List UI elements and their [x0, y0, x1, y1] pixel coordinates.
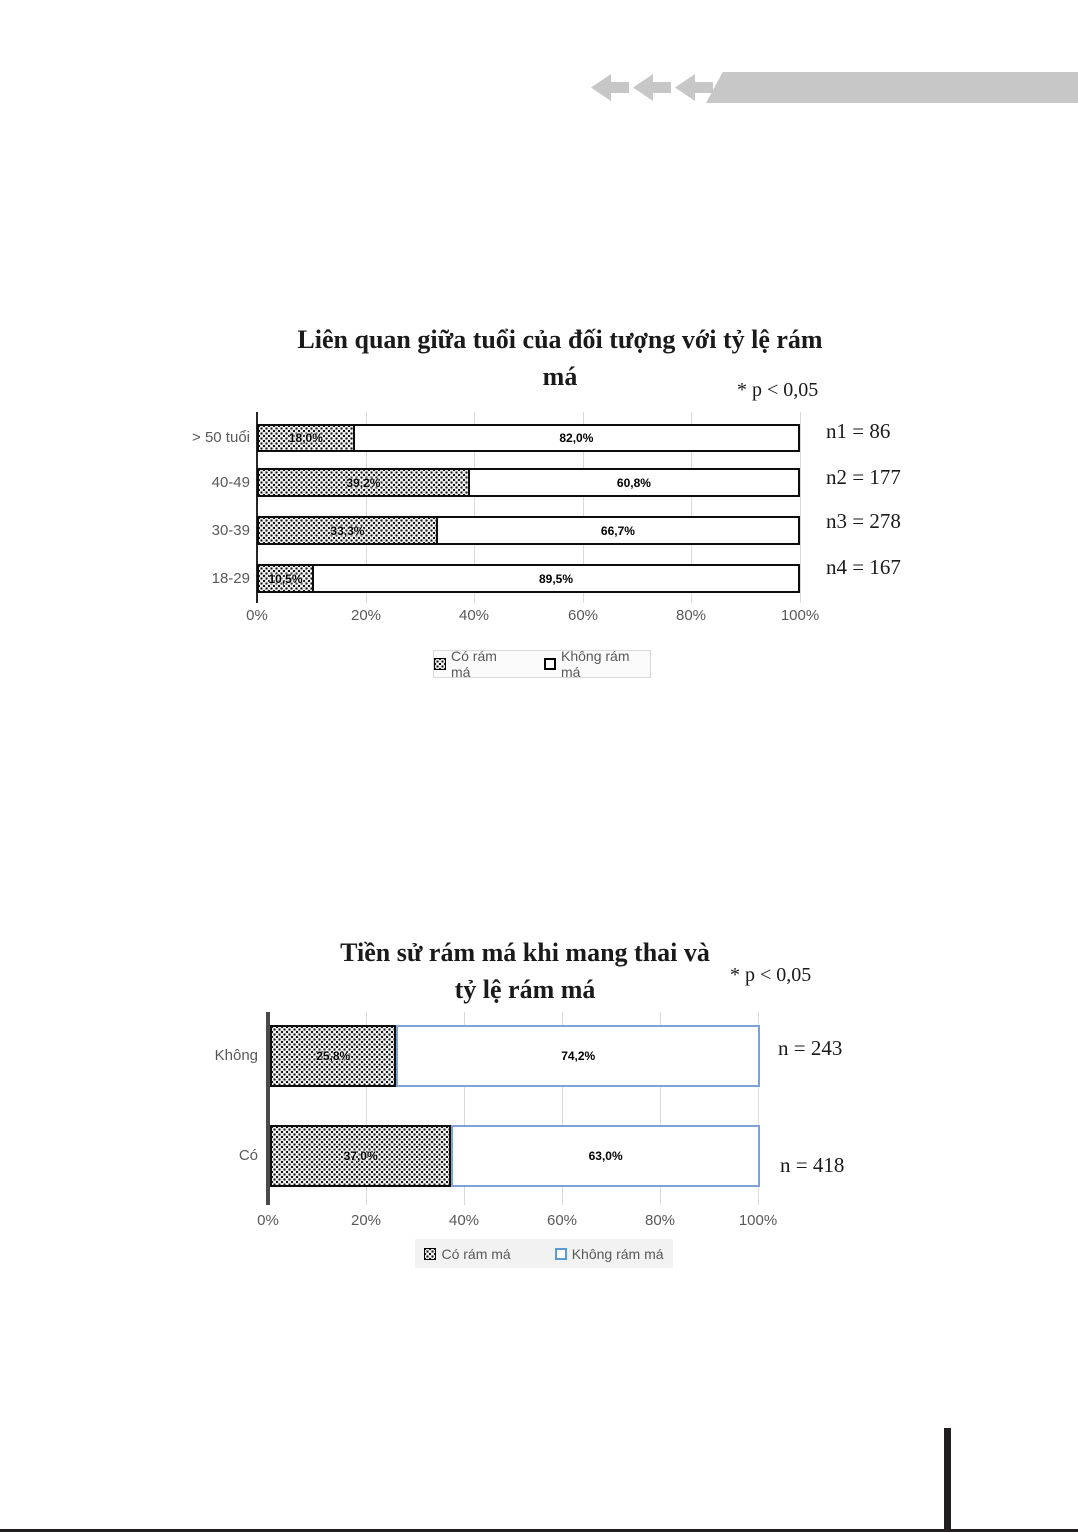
chart2-bar-khong-no — [396, 1025, 760, 1087]
pattern-swatch-icon — [424, 1248, 436, 1260]
data-label: 89,5% — [538, 571, 574, 586]
chart1-sample-size: n1 = 86 — [826, 419, 891, 443]
chart2-legend-item-yes — [424, 1246, 510, 1262]
data-label: 37,0% — [343, 1149, 378, 1163]
data-label: 66,7% — [600, 523, 635, 538]
chart1-bar-18-29-yes — [257, 564, 314, 593]
chart1-category-label: 18-29 — [211, 570, 250, 587]
data-label: 60,8% — [616, 475, 651, 490]
chart2-title: Tiền sử rám má khi mang thai và tỷ lệ rám má — [340, 938, 710, 1004]
chart1-sample-size: n3 = 278 — [826, 509, 901, 533]
legend-label: Không rám má — [571, 1245, 664, 1262]
chart2-category-label: Không — [214, 1047, 258, 1064]
blue-swatch-icon — [555, 1248, 567, 1260]
chart1-x-tick: 0% — [246, 607, 268, 624]
chart1-bar-row-30-39 — [257, 516, 800, 545]
chart1-sample-size: n2 = 177 — [826, 465, 901, 489]
chart1-bar-18-29-no — [314, 564, 800, 593]
chart2-legend — [415, 1239, 673, 1268]
chart2-x-tick: 80% — [644, 1212, 676, 1229]
chart1-category-label: > 50 tuổi — [192, 429, 250, 446]
chart1-category-label: 30-39 — [211, 522, 250, 539]
chart1-bar-30-39-no — [438, 516, 800, 545]
data-label: 74,2% — [561, 1049, 596, 1063]
chart1-legend — [433, 650, 651, 678]
data-label: 18,0% — [288, 431, 323, 445]
chart1-sample-size: n4 = 167 — [826, 555, 901, 579]
legend-label: Có rám má — [441, 1245, 511, 1262]
chart2-bar-co-yes — [270, 1125, 451, 1187]
legend-label: Không rám má — [561, 648, 630, 680]
left-arrow-icon — [591, 72, 629, 103]
left-arrow-icon — [633, 72, 671, 103]
data-label: 63,0% — [588, 1149, 623, 1163]
header-ribbon — [706, 72, 1078, 103]
chart1-bar-row-18-29 — [257, 564, 800, 593]
header-decoration — [591, 72, 713, 103]
chart1-legend-item-yes — [434, 648, 518, 680]
chart2-sample-size: n = 418 — [780, 1153, 845, 1177]
data-label: 10,5% — [268, 571, 303, 586]
chart1-gridline-100 — [800, 412, 801, 603]
chart1-bar-row-40-49 — [257, 468, 800, 497]
left-arrow-icon — [675, 72, 713, 103]
data-label: 25,8% — [316, 1049, 351, 1063]
chart2-x-tick: 100% — [738, 1212, 778, 1229]
white-swatch-icon — [544, 658, 556, 670]
legend-label: Có rám má — [451, 648, 497, 680]
chart2-sample-size: n = 243 — [778, 1036, 843, 1060]
chart2-bar-row-co — [270, 1125, 760, 1187]
chart1-bar-row-50plus — [257, 424, 800, 452]
chart2-significance-note: * p < 0,05 — [730, 964, 812, 986]
chart1-title: Liên quan giữa tuổi của đối tượng với tỷ lệ rám má — [297, 325, 823, 391]
chart2-category-label: Có — [238, 1147, 258, 1164]
data-label: 33,3% — [330, 523, 365, 538]
chart2-bar-row-khong — [270, 1025, 760, 1087]
chart1-category-label: 40-49 — [211, 474, 250, 491]
chart1-bar-40-49-yes — [257, 468, 470, 497]
chart2-legend-item-no — [555, 1246, 664, 1262]
chart1-x-tick: 20% — [350, 607, 382, 624]
chart1-legend-item-no — [544, 648, 650, 680]
chart1-significance-note: * p < 0,05 — [737, 379, 819, 401]
page-margin-bar — [944, 1428, 951, 1532]
chart1-bar-50plus-yes — [257, 424, 355, 452]
data-label: 39,2% — [346, 475, 381, 490]
chart2-bar-co-no — [451, 1125, 760, 1187]
chart2-x-tick: 60% — [546, 1212, 578, 1229]
chart1-x-tick: 60% — [567, 607, 599, 624]
chart1-bar-50plus-no — [355, 424, 800, 452]
chart2-x-tick: 0% — [257, 1212, 279, 1229]
chart2-x-tick: 20% — [350, 1212, 382, 1229]
chart1-x-tick: 40% — [458, 607, 490, 624]
data-label: 82,0% — [559, 431, 594, 445]
pattern-swatch-icon — [434, 658, 446, 670]
chart2-x-tick: 40% — [448, 1212, 480, 1229]
chart1-bar-30-39-yes — [257, 516, 438, 545]
chart1-x-tick: 80% — [675, 607, 707, 624]
chart1-bar-40-49-no — [470, 468, 800, 497]
chart2-bar-khong-yes — [270, 1025, 396, 1087]
chart1-x-tick: 100% — [780, 607, 820, 624]
